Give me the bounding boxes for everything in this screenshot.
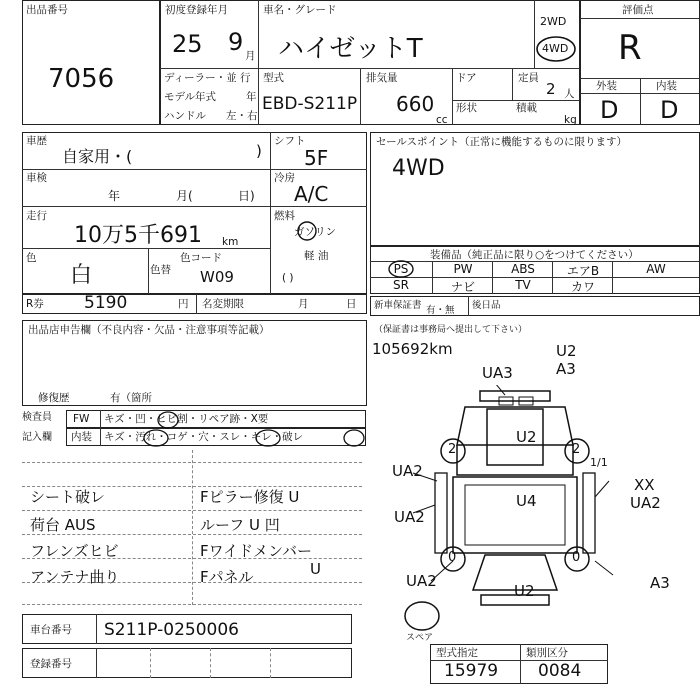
- equip-ps: PS: [393, 262, 409, 276]
- diagram-mileage-note: 105692km: [372, 340, 453, 358]
- note-right-2: ルーフ U 凹: [200, 516, 280, 534]
- handle-label: ハンドル: [164, 110, 206, 122]
- equipment-label: 装備品（純正品に限り○をつけてください）: [430, 249, 639, 261]
- mark-top-u2: U2: [556, 342, 577, 360]
- note-right-3: Fワイドメンバー: [200, 542, 312, 560]
- type-designation-value: 15979: [444, 661, 499, 681]
- mark-roof-u2: U2: [516, 428, 537, 446]
- equip-aw: AW: [646, 262, 666, 276]
- note-left-2: 荷台 AUS: [30, 516, 96, 534]
- grade-value: R: [618, 28, 642, 68]
- recycle-value: 5190: [84, 293, 128, 313]
- note-right-4: Fパネル: [200, 568, 254, 586]
- displacement-label: 排気量: [366, 72, 398, 84]
- door-label: ドア: [456, 72, 477, 84]
- shape-label: 形状: [456, 102, 477, 114]
- equip-airbag: エアB: [566, 264, 600, 278]
- inspector-ext-items: キズ・凹・ヒビ割・リペア跡・X要: [104, 413, 269, 425]
- aftermarket-label: 後日品: [472, 300, 501, 311]
- fuel-gas: ガソリン: [294, 226, 336, 238]
- mark-top-ua3: UA3: [482, 364, 513, 382]
- exterior-label: 外装: [596, 80, 617, 92]
- kg-unit: kg: [564, 114, 577, 126]
- type-value: EBD-S211P: [262, 94, 358, 114]
- mark-right-a3: A3: [650, 574, 670, 592]
- cc-unit: cc: [436, 114, 448, 126]
- load-label: 積載: [516, 102, 537, 114]
- mileage-label: 走行: [26, 210, 47, 222]
- capacity-label: 定員: [518, 72, 539, 84]
- type-label: 型式: [263, 72, 284, 84]
- mileage-value: 10万5千691: [74, 223, 202, 248]
- color-value: 白: [70, 263, 93, 288]
- mark-left-ua2-b: UA2: [394, 508, 425, 526]
- recycle-label: R券: [26, 298, 44, 310]
- class-label: 類別区分: [526, 647, 568, 659]
- mark-wheel-fr: 2: [572, 442, 581, 457]
- mark-center-u4: U4: [516, 492, 537, 510]
- inspector-label-2: 記入欄: [22, 432, 52, 443]
- interior-grade: D: [660, 96, 679, 124]
- color-code-label: 色コード: [180, 252, 222, 264]
- sales-point-value: 4WD: [392, 156, 445, 181]
- grade-label: 評価点: [622, 4, 654, 16]
- color-label: 色: [26, 252, 37, 264]
- color-code-value: W09: [200, 268, 234, 286]
- deadline-day: 日: [346, 298, 357, 310]
- note-left-1: シート破レ: [30, 488, 106, 506]
- repair-label: 修復歴: [38, 392, 70, 404]
- inspection-year: 年: [108, 189, 121, 203]
- mark-top-a3: A3: [556, 360, 576, 378]
- lot-number: 7056: [48, 64, 115, 94]
- fuel-gas-circle: [296, 220, 318, 242]
- color-change-label: 色替: [150, 264, 171, 276]
- mark-wheel-rr: 0: [572, 550, 581, 565]
- displacement-value: 660: [396, 92, 435, 116]
- inspector-int-label: 内装: [71, 431, 92, 443]
- equip-sr: SR: [393, 278, 409, 292]
- shift-label: シフト: [274, 135, 306, 147]
- mark-left-ua2-c: UA2: [406, 572, 437, 590]
- reg-year: 25: [172, 30, 203, 58]
- deadline-label: 名変期限: [202, 298, 244, 310]
- ac-value: A/C: [294, 182, 329, 206]
- capacity-value: 2: [546, 80, 556, 98]
- shift-value: 5F: [304, 146, 329, 170]
- warranty-label: 新車保証書: [374, 300, 422, 311]
- model-year-label: モデル年式: [164, 91, 216, 103]
- diagram-note: （保証書は事務局へ提出して下さい）: [374, 325, 528, 335]
- equip-tv: TV: [515, 278, 531, 292]
- category-label: 車歴: [26, 135, 47, 147]
- fuel-label: 燃料: [274, 210, 295, 222]
- car-name: ハイゼットT: [278, 34, 423, 64]
- drive-2wd: 2WD: [540, 15, 567, 28]
- note-left-4: アンテナ曲り: [30, 568, 120, 586]
- inspector-int-items: キズ・汚れ・コゲ・穴・スレ・キレ・破レ: [104, 431, 304, 443]
- interior-label: 内装: [656, 80, 677, 92]
- mark-fr: 1/1: [590, 456, 608, 469]
- mark-right-xx: XX: [634, 476, 655, 494]
- km-unit: km: [222, 236, 239, 248]
- equip-pw: PW: [453, 262, 473, 276]
- inspection-month: 月(: [176, 189, 193, 203]
- inspector-fw: FW: [73, 413, 90, 425]
- type-designation-label: 型式指定: [436, 647, 478, 659]
- chassis-label: 車台番号: [30, 624, 72, 636]
- warranty-value: 有・無: [426, 305, 455, 316]
- spare-tire-icon: [402, 600, 442, 632]
- reg-month-unit: 月: [245, 50, 256, 62]
- drive-4wd: 4WD: [542, 42, 569, 55]
- remarks-label: 出品店申告欄（不良内容・欠品・注意事項等記載）: [28, 324, 270, 336]
- reg-number-label: 登録番号: [30, 658, 72, 670]
- lot-box: [22, 0, 160, 125]
- equip-ps-circle: [386, 259, 416, 279]
- model-year-unit: 年: [246, 91, 257, 103]
- drive-4wd-circle: [534, 34, 578, 64]
- lot-label: 出品番号: [26, 4, 68, 16]
- inspection-label: 車検: [26, 172, 47, 184]
- reg-label: 初度登録年月: [165, 4, 228, 16]
- yen-unit: 円: [178, 298, 189, 310]
- inspector-label-1: 検査員: [22, 412, 52, 423]
- ac-label: 冷房: [274, 172, 295, 184]
- category-close: ): [256, 142, 262, 160]
- repair-value: 有（箇所: [110, 392, 152, 404]
- sales-point-box: [370, 132, 700, 246]
- car-name-label: 車名・グレード: [263, 4, 337, 16]
- note-right-1: Fピラー修復 U: [200, 488, 300, 506]
- reg-month: 9: [228, 28, 244, 56]
- inspection-day: 日): [238, 189, 255, 203]
- sales-point-label: セールスポイント（正常に機能するものに限ります）: [376, 136, 628, 148]
- note-left-3: フレンズヒビ: [30, 542, 119, 560]
- class-value: 0084: [538, 661, 582, 681]
- mark-left-ua2-a: UA2: [392, 462, 423, 480]
- handle-value: 左・右: [226, 110, 258, 122]
- exterior-grade: D: [600, 96, 619, 124]
- equip-abs: ABS: [511, 262, 535, 276]
- capacity-unit: 人: [564, 88, 575, 100]
- dealer-label: ディーラー・並 行: [164, 72, 251, 84]
- equip-leather: カワ: [570, 280, 595, 294]
- spare-label: スペア: [406, 633, 434, 643]
- mark-wheel-fl: 2: [448, 442, 457, 457]
- mark-rear-u2: U2: [514, 582, 535, 600]
- recycle-box: [22, 294, 367, 314]
- fuel-diesel: 軽 油: [304, 250, 329, 262]
- inspector-marks: [100, 406, 370, 450]
- note-extra-u: U: [310, 560, 321, 578]
- mark-wheel-rl: 0: [448, 550, 457, 565]
- chassis-value: S211P-0250006: [104, 620, 239, 640]
- mark-right-ua2: UA2: [630, 494, 661, 512]
- fuel-paren: ( ): [282, 272, 294, 284]
- category-value: 自家用・(: [62, 147, 133, 166]
- deadline-month: 月: [298, 298, 309, 310]
- equip-navi: ナビ: [450, 280, 475, 294]
